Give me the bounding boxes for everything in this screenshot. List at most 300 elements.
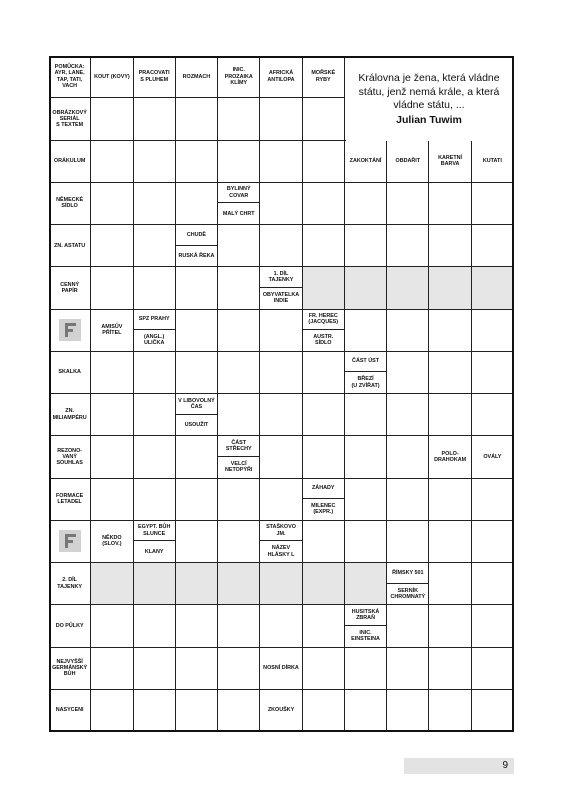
crossword-grid <box>49 56 514 732</box>
answer-cell[interactable] <box>429 605 471 647</box>
clue-half-top <box>176 394 217 415</box>
answer-cell[interactable] <box>218 521 260 563</box>
clue-text <box>226 186 252 198</box>
clue-text <box>182 74 212 80</box>
clue-line: NETOPÝŘI <box>224 467 253 474</box>
clue-line: INIC. <box>359 629 372 636</box>
clue-line: PROZAIKA <box>224 73 253 80</box>
answer-cell[interactable] <box>176 479 218 521</box>
answer-cell[interactable] <box>303 605 345 647</box>
clue-line: BARVA <box>440 161 460 168</box>
clue-line: RYBY <box>315 76 331 83</box>
clue-half-top <box>218 436 259 457</box>
answer-cell[interactable] <box>472 521 514 563</box>
clue-line: SOUHLAS <box>56 459 83 466</box>
inner-clue-cell <box>176 394 218 436</box>
clue-line: V LIBOVOLNÝ <box>178 397 215 404</box>
clue-line: ROZMACH <box>182 73 211 80</box>
clue-line: PŘÍTEL <box>102 330 122 337</box>
clue-line: INIC. <box>232 67 245 74</box>
answer-cell[interactable] <box>176 648 218 690</box>
clue-line: MILIAMPÉRU <box>52 414 87 421</box>
answer-cell[interactable] <box>176 310 218 352</box>
answer-cell[interactable] <box>345 690 387 732</box>
answer-cell[interactable] <box>134 690 176 732</box>
clue-text <box>143 334 165 346</box>
answer-cell[interactable] <box>429 352 471 394</box>
answer-cell[interactable] <box>345 436 387 478</box>
clue-line: BŮH <box>63 671 76 678</box>
answer-cell[interactable] <box>429 563 471 605</box>
clue-half-top <box>303 310 344 331</box>
clue-line: AYR, LANE, <box>54 70 85 77</box>
answer-cell[interactable] <box>472 648 514 690</box>
clue-half-bottom <box>176 415 217 436</box>
answer-cell[interactable] <box>176 690 218 732</box>
answer-cell[interactable] <box>260 183 302 225</box>
answer-cell[interactable] <box>134 394 176 436</box>
clue-line: (SLOV.) <box>102 541 122 548</box>
answer-cell[interactable] <box>176 436 218 478</box>
clue-text <box>138 70 171 82</box>
answer-cell[interactable] <box>176 183 218 225</box>
clue-half-bottom <box>134 541 175 562</box>
clue-text <box>433 451 467 463</box>
clue-half-bottom <box>218 203 259 224</box>
clue-line: HUSITSKÁ <box>351 608 380 615</box>
clue-line: DO PŮLKY <box>55 622 84 629</box>
answer-cell[interactable] <box>176 141 218 183</box>
answer-cell[interactable] <box>176 605 218 647</box>
answer-cell[interactable] <box>345 183 387 225</box>
clue-text <box>311 485 335 491</box>
clue-text <box>55 448 83 467</box>
inner-clue-cell <box>472 436 514 478</box>
answer-cell[interactable] <box>91 436 133 478</box>
clue-text <box>186 232 207 238</box>
row-clue-cell <box>49 183 91 225</box>
inner-clue-cell <box>260 690 302 732</box>
clue-line: ORÁKULUM <box>53 158 86 165</box>
clue-line: ZÁHADY <box>312 485 335 492</box>
clue-line: NÁZEV <box>271 545 291 552</box>
clue-text <box>349 158 383 164</box>
clue-line: USOUŽIT <box>184 421 209 428</box>
clue-line: GERMÁNSKÝ <box>52 665 88 672</box>
clue-line: EGYPT. BŮH <box>137 524 171 531</box>
answer-cell[interactable] <box>91 267 133 309</box>
answer-cell[interactable] <box>91 605 133 647</box>
answer-cell[interactable] <box>91 352 133 394</box>
answer-cell[interactable] <box>303 98 345 140</box>
clue-text <box>93 74 131 80</box>
clue-line: KOUT (KOVY) <box>94 73 130 80</box>
answer-cell[interactable] <box>387 521 429 563</box>
clue-half-top <box>260 267 301 288</box>
answer-cell[interactable] <box>91 648 133 690</box>
answer-cell[interactable] <box>218 225 260 267</box>
clue-line: PAPÍR <box>61 287 78 294</box>
clue-text <box>266 70 295 82</box>
clue-line: KLÍMY <box>230 79 248 86</box>
clue-line: TAP, TATI, <box>56 76 83 83</box>
row-clue-cell <box>49 690 91 732</box>
clue-line: COVAR <box>229 192 249 199</box>
inner-clue-cell <box>218 183 260 225</box>
row-clue-cell <box>49 479 91 521</box>
row-clue-cell <box>49 352 91 394</box>
answer-cell[interactable] <box>387 605 429 647</box>
clue-line: OBDAŘIT <box>395 158 421 165</box>
clue-text <box>55 707 85 713</box>
answer-cell[interactable] <box>260 141 302 183</box>
answer-cell[interactable] <box>472 394 514 436</box>
answer-cell[interactable] <box>303 183 345 225</box>
clue-line: VANÝ <box>62 453 77 460</box>
answer-cell[interactable] <box>134 98 176 140</box>
clue-half-top <box>345 605 386 626</box>
clue-line: KLANY <box>144 548 164 555</box>
clue-text <box>267 707 295 713</box>
answer-cell[interactable] <box>472 563 514 605</box>
answer-cell[interactable] <box>218 690 260 732</box>
clue-text <box>177 253 215 259</box>
answer-cell[interactable] <box>303 352 345 394</box>
inner-clue-cell <box>303 310 345 352</box>
answer-cell[interactable] <box>429 648 471 690</box>
clue-line: ZAKOKTÁNÍ <box>349 158 382 165</box>
clue-line: LETADEL <box>57 499 82 506</box>
clue-line: (JACQUES) <box>308 319 339 326</box>
answer-cell[interactable] <box>260 394 302 436</box>
answer-cell[interactable] <box>345 648 387 690</box>
answer-cell[interactable] <box>91 690 133 732</box>
clue-half-bottom <box>345 626 386 647</box>
row-clue-cell <box>49 98 91 140</box>
clue-text <box>262 292 300 304</box>
answer-cell[interactable] <box>429 394 471 436</box>
answer-cell[interactable] <box>91 563 133 605</box>
clue-text <box>54 64 86 89</box>
clue-line: MOŘSKÉ <box>311 70 336 77</box>
clue-text <box>350 630 381 642</box>
answer-cell[interactable] <box>387 479 429 521</box>
clue-text <box>351 609 381 621</box>
answer-cell[interactable] <box>91 479 133 521</box>
clue-line: TAJENKY <box>268 277 294 284</box>
answer-cell[interactable] <box>134 183 176 225</box>
answer-cell[interactable] <box>260 436 302 478</box>
f-logo-icon <box>59 530 81 552</box>
answer-cell[interactable] <box>387 436 429 478</box>
right-header-clue-cell <box>387 141 429 183</box>
clue-text <box>59 282 80 294</box>
clue-line: INDIE <box>273 298 289 305</box>
answer-cell[interactable] <box>303 521 345 563</box>
clue-text <box>395 158 422 164</box>
clue-line: CHROMNATÝ <box>390 593 426 600</box>
answer-cell[interactable] <box>218 267 260 309</box>
clue-line: ZBRAŇ <box>356 615 375 622</box>
clue-text <box>101 535 122 547</box>
clue-line: AMISŮV <box>101 323 123 330</box>
right-header-clue-cell <box>472 141 514 183</box>
answer-cell[interactable] <box>429 183 471 225</box>
answer-cell[interactable] <box>260 563 302 605</box>
clue-line: REZONO- <box>57 447 83 454</box>
clue-line: ČÁST ÚST <box>352 358 380 365</box>
answer-cell[interactable] <box>260 352 302 394</box>
page-number-box <box>404 758 514 774</box>
clue-text <box>312 334 334 346</box>
answer-cell[interactable] <box>303 394 345 436</box>
inner-clue-cell <box>91 521 133 563</box>
inner-clue-cell <box>260 267 302 309</box>
right-header-clue-cell <box>429 141 471 183</box>
clue-text <box>51 110 87 129</box>
answer-cell[interactable] <box>176 563 218 605</box>
row-clue-cell <box>49 141 91 183</box>
answer-cell[interactable] <box>260 310 302 352</box>
answer-cell[interactable] <box>387 310 429 352</box>
inner-clue-cell <box>303 479 345 521</box>
clue-text <box>55 493 84 505</box>
inner-clue-cell <box>134 310 176 352</box>
answer-cell[interactable] <box>134 267 176 309</box>
clue-text <box>53 158 86 164</box>
clue-text <box>225 440 253 452</box>
row-clue-cell <box>49 648 91 690</box>
answer-cell[interactable] <box>218 98 260 140</box>
clue-line: NEJVYŠŠÍ <box>56 658 83 665</box>
answer-cell[interactable] <box>91 183 133 225</box>
clue-line: FORMACE <box>56 492 84 499</box>
clue-line: ZKOUŠKY <box>267 707 295 714</box>
answer-cell[interactable] <box>345 394 387 436</box>
answer-cell[interactable] <box>387 690 429 732</box>
clue-line: NASYCENI <box>55 707 84 714</box>
clue-line: RUSKÁ ŘEKA <box>178 252 215 259</box>
row-clue-cell <box>49 394 91 436</box>
answer-cell[interactable] <box>472 225 514 267</box>
answer-cell[interactable] <box>472 352 514 394</box>
inner-clue-cell <box>260 521 302 563</box>
clue-line: AFRICKÁ <box>268 70 294 77</box>
clue-text <box>222 211 256 217</box>
clue-half-bottom <box>176 246 217 267</box>
clue-line: SKALKA <box>58 369 81 376</box>
answer-cell[interactable] <box>176 98 218 140</box>
clue-line: NĚKDO <box>102 535 122 542</box>
clue-half-top <box>387 563 428 584</box>
answer-cell[interactable] <box>303 563 345 605</box>
clue-line: SÍDLO <box>315 340 332 347</box>
clue-text <box>144 549 165 555</box>
answer-cell[interactable] <box>387 352 429 394</box>
clue-line: ZN. ASTATU <box>54 242 86 249</box>
answer-cell[interactable] <box>91 225 133 267</box>
clue-text <box>138 316 171 322</box>
answer-cell[interactable] <box>429 225 471 267</box>
answer-cell[interactable] <box>303 141 345 183</box>
clue-text <box>137 524 171 536</box>
inner-clue-cell <box>176 225 218 267</box>
row-clue-cell <box>49 563 91 605</box>
clue-half-top <box>345 352 386 373</box>
clue-line: DRAHOKAM <box>434 456 467 463</box>
answer-cell[interactable] <box>303 690 345 732</box>
clue-line: 1. DÍL <box>273 270 289 277</box>
answer-cell[interactable] <box>134 648 176 690</box>
clue-text <box>53 243 86 249</box>
clue-line: POMŮCKA: <box>54 64 85 71</box>
answer-cell[interactable] <box>218 563 260 605</box>
answer-cell[interactable] <box>429 310 471 352</box>
clue-line: CHUDĚ <box>186 231 207 238</box>
answer-cell[interactable] <box>472 310 514 352</box>
clue-text <box>55 197 84 209</box>
answer-cell[interactable] <box>387 648 429 690</box>
answer-cell[interactable] <box>134 563 176 605</box>
clue-text <box>310 70 336 82</box>
clue-line: ŘÍMSKY 501 <box>392 569 424 576</box>
clue-text <box>224 461 253 473</box>
clue-line: STŘECHY <box>225 446 252 453</box>
answer-cell[interactable] <box>218 310 260 352</box>
clue-text <box>391 570 424 576</box>
clue-text <box>177 398 216 410</box>
clue-line: (EXPR.) <box>313 509 334 516</box>
clue-line: S PLUHEM <box>140 76 169 83</box>
clue-line: 2. DÍL <box>62 577 77 584</box>
answer-cell[interactable] <box>134 352 176 394</box>
clue-half-bottom <box>345 372 386 393</box>
clue-half-top <box>260 521 301 542</box>
answer-cell[interactable] <box>429 267 471 309</box>
header-clue-cell <box>49 56 91 98</box>
header-clue-cell <box>303 56 345 98</box>
answer-cell[interactable] <box>387 225 429 267</box>
answer-cell[interactable] <box>345 225 387 267</box>
header-clue-cell <box>218 56 260 98</box>
answer-cell[interactable] <box>218 648 260 690</box>
f-logo-icon <box>59 319 81 341</box>
clue-line: VACH <box>62 82 78 89</box>
answer-cell[interactable] <box>345 310 387 352</box>
clue-half-bottom <box>260 541 301 562</box>
clue-line: OBRÁZKOVÝ <box>52 109 87 116</box>
answer-cell[interactable] <box>218 141 260 183</box>
answer-cell[interactable] <box>91 394 133 436</box>
answer-cell[interactable] <box>429 479 471 521</box>
clue-text <box>56 577 83 589</box>
answer-cell[interactable] <box>218 352 260 394</box>
right-header-clue-cell <box>345 141 387 183</box>
answer-cell[interactable] <box>387 394 429 436</box>
clue-line: SÍDLO <box>61 203 78 210</box>
answer-cell[interactable] <box>218 605 260 647</box>
inner-clue-cell <box>345 605 387 647</box>
answer-cell[interactable] <box>303 225 345 267</box>
header-clue-cell <box>260 56 302 98</box>
answer-cell[interactable] <box>176 352 218 394</box>
answer-cell[interactable] <box>303 436 345 478</box>
clue-text <box>268 271 295 283</box>
clue-half-top <box>134 521 175 542</box>
clue-text <box>482 158 503 164</box>
clue-line: FR. HEREC <box>308 313 338 320</box>
answer-cell[interactable] <box>260 605 302 647</box>
answer-cell[interactable] <box>345 521 387 563</box>
clue-text <box>482 454 502 460</box>
answer-cell[interactable] <box>218 394 260 436</box>
row-clue-cell <box>49 605 91 647</box>
clue-line: OVÁLY <box>483 453 502 460</box>
clue-text <box>57 369 81 375</box>
answer-cell[interactable] <box>472 479 514 521</box>
answer-cell[interactable] <box>134 605 176 647</box>
answer-cell[interactable] <box>387 267 429 309</box>
answer-cell[interactable] <box>345 479 387 521</box>
answer-cell[interactable] <box>260 479 302 521</box>
answer-cell[interactable] <box>176 267 218 309</box>
answer-cell[interactable] <box>303 267 345 309</box>
answer-cell[interactable] <box>134 436 176 478</box>
header-clue-cell <box>91 56 133 98</box>
answer-cell[interactable] <box>429 690 471 732</box>
inner-clue-cell <box>91 310 133 352</box>
answer-cell[interactable] <box>472 183 514 225</box>
clue-text <box>351 376 381 388</box>
clue-line: ČÁST <box>231 439 247 446</box>
answer-cell[interactable] <box>134 141 176 183</box>
clue-text <box>310 503 336 515</box>
clue-line: KARETNÍ <box>438 154 463 161</box>
clue-line: PRACOVATI <box>138 70 170 77</box>
answer-cell[interactable] <box>218 479 260 521</box>
answer-cell[interactable] <box>429 521 471 563</box>
answer-cell[interactable] <box>134 479 176 521</box>
answer-cell[interactable] <box>91 98 133 140</box>
answer-cell[interactable] <box>472 690 514 732</box>
clue-line: BŘEZÍ <box>357 376 374 383</box>
answer-cell[interactable] <box>472 267 514 309</box>
clue-text <box>351 358 380 364</box>
clue-line: MALÝ CHRT <box>222 210 255 217</box>
clue-half-bottom <box>218 457 259 478</box>
answer-cell[interactable] <box>345 563 387 605</box>
clue-text <box>224 67 254 86</box>
clue-half-top <box>134 310 175 331</box>
answer-cell[interactable] <box>260 98 302 140</box>
answer-cell[interactable] <box>134 225 176 267</box>
clue-line: SERNÍK <box>397 587 418 594</box>
answer-cell[interactable] <box>387 183 429 225</box>
quote-box <box>346 57 512 141</box>
answer-cell[interactable] <box>260 225 302 267</box>
answer-cell[interactable] <box>345 267 387 309</box>
clue-text <box>52 408 88 420</box>
clue-text <box>389 588 426 600</box>
answer-cell[interactable] <box>91 141 133 183</box>
clue-line: ULIČKA <box>143 340 165 347</box>
answer-cell[interactable] <box>176 521 218 563</box>
logo-cell <box>49 521 91 563</box>
answer-cell[interactable] <box>303 648 345 690</box>
answer-cell[interactable] <box>472 605 514 647</box>
clue-half-bottom <box>303 499 344 520</box>
clue-line: ČAS <box>190 403 203 410</box>
